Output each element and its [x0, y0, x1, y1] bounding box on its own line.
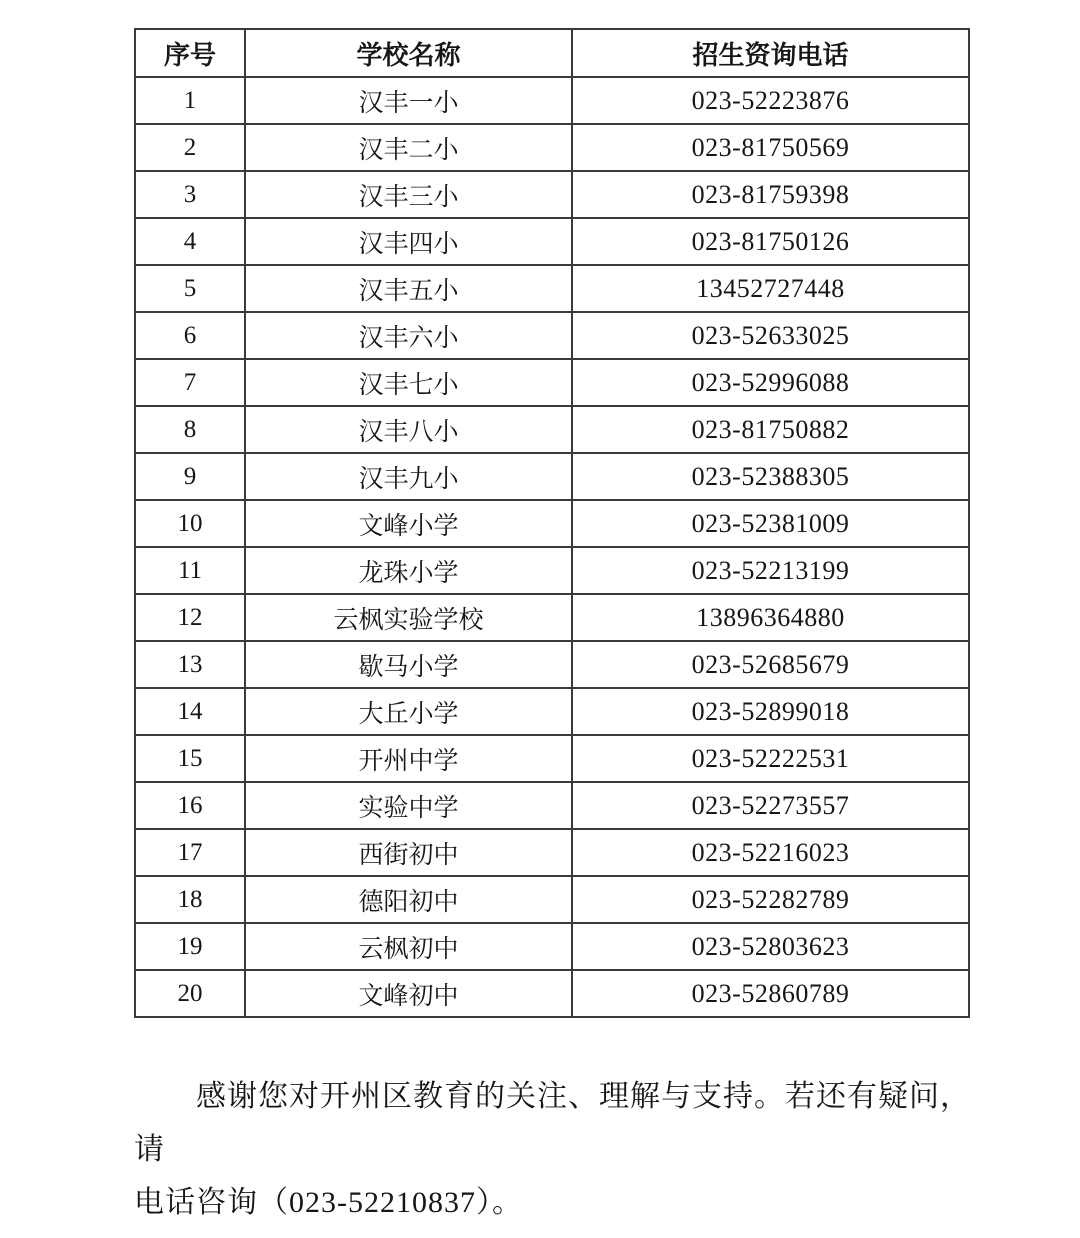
school-name-cell: 实验中学 [245, 782, 572, 829]
header-school-name: 学校名称 [245, 29, 572, 77]
phone-number-cell: 023-81759398 [572, 171, 969, 218]
phone-number-cell: 023-52273557 [572, 782, 969, 829]
row-number: 12 [135, 594, 245, 641]
table-row [135, 265, 969, 312]
phone-number-cell: 13896364880 [572, 594, 969, 641]
table-row [135, 406, 969, 453]
school-phone-table [134, 28, 970, 1018]
row-number: 2 [135, 124, 245, 171]
phone-number-cell: 023-52633025 [572, 312, 969, 359]
table-row [135, 970, 969, 1017]
row-number: 19 [135, 923, 245, 970]
school-name-cell: 汉丰五小 [245, 265, 572, 312]
table-row [135, 735, 969, 782]
row-number: 17 [135, 829, 245, 876]
phone-number-cell: 023-52381009 [572, 500, 969, 547]
row-number: 8 [135, 406, 245, 453]
row-number: 9 [135, 453, 245, 500]
phone-number-cell: 023-52222531 [572, 735, 969, 782]
phone-number-cell: 023-52282789 [572, 876, 969, 923]
table-row [135, 923, 969, 970]
school-name-cell: 文峰初中 [245, 970, 572, 1017]
table-row [135, 829, 969, 876]
header-index: 序号 [135, 29, 245, 77]
phone-number-cell: 023-52223876 [572, 77, 969, 124]
phone-number-cell: 023-52899018 [572, 688, 969, 735]
phone-number-cell: 023-81750569 [572, 124, 969, 171]
table-row [135, 547, 969, 594]
school-name-cell: 汉丰四小 [245, 218, 572, 265]
table-header-row [135, 29, 969, 77]
table-row [135, 641, 969, 688]
school-name-cell: 汉丰九小 [245, 453, 572, 500]
phone-number-cell: 13452727448 [572, 265, 969, 312]
phone-number-cell: 023-81750882 [572, 406, 969, 453]
table-row [135, 453, 969, 500]
school-name-cell: 汉丰六小 [245, 312, 572, 359]
table-row [135, 359, 969, 406]
row-number: 7 [135, 359, 245, 406]
school-name-cell: 龙珠小学 [245, 547, 572, 594]
table-row [135, 876, 969, 923]
table-row [135, 688, 969, 735]
row-number: 3 [135, 171, 245, 218]
school-name-cell: 大丘小学 [245, 688, 572, 735]
school-name-cell: 歇马小学 [245, 641, 572, 688]
table-row [135, 594, 969, 641]
school-name-cell: 汉丰一小 [245, 77, 572, 124]
row-number: 10 [135, 500, 245, 547]
phone-number-cell: 023-52803623 [572, 923, 969, 970]
table-body [135, 77, 969, 1017]
phone-number-cell: 023-52996088 [572, 359, 969, 406]
phone-number-cell: 023-52685679 [572, 641, 969, 688]
school-name-cell: 汉丰二小 [245, 124, 572, 171]
phone-number-cell: 023-52388305 [572, 453, 969, 500]
table-row [135, 124, 969, 171]
row-number: 5 [135, 265, 245, 312]
table-row [135, 500, 969, 547]
row-number: 6 [135, 312, 245, 359]
row-number: 18 [135, 876, 245, 923]
school-name-cell: 文峰小学 [245, 500, 572, 547]
school-name-cell: 德阳初中 [245, 876, 572, 923]
table-row [135, 171, 969, 218]
school-name-cell: 汉丰三小 [245, 171, 572, 218]
row-number: 11 [135, 547, 245, 594]
school-name-cell: 西街初中 [245, 829, 572, 876]
table-row [135, 218, 969, 265]
phone-number-cell: 023-52860789 [572, 970, 969, 1017]
row-number: 16 [135, 782, 245, 829]
row-number: 14 [135, 688, 245, 735]
row-number: 1 [135, 77, 245, 124]
school-name-cell: 云枫初中 [245, 923, 572, 970]
header-phone: 招生资询电话 [572, 29, 969, 77]
closing-note-line-1: 感谢您对开州区教育的关注、理解与支持。若还有疑问，请 [134, 1080, 971, 1166]
row-number: 20 [135, 970, 245, 1017]
table-row [135, 77, 969, 124]
table-row [135, 782, 969, 829]
phone-number-cell: 023-52213199 [572, 547, 969, 594]
table-row [135, 312, 969, 359]
school-name-cell: 汉丰八小 [245, 406, 572, 453]
phone-number-cell: 023-81750126 [572, 218, 969, 265]
row-number: 15 [135, 735, 245, 782]
phone-number-cell: 023-52216023 [572, 829, 969, 876]
school-name-cell: 云枫实验学校 [245, 594, 572, 641]
school-name-cell: 开州中学 [245, 735, 572, 782]
closing-note-line-2: 电话咨询（023-52210837）。 [134, 1186, 523, 1219]
closing-note [134, 1070, 986, 1229]
row-number: 13 [135, 641, 245, 688]
school-name-cell: 汉丰七小 [245, 359, 572, 406]
row-number: 4 [135, 218, 245, 265]
